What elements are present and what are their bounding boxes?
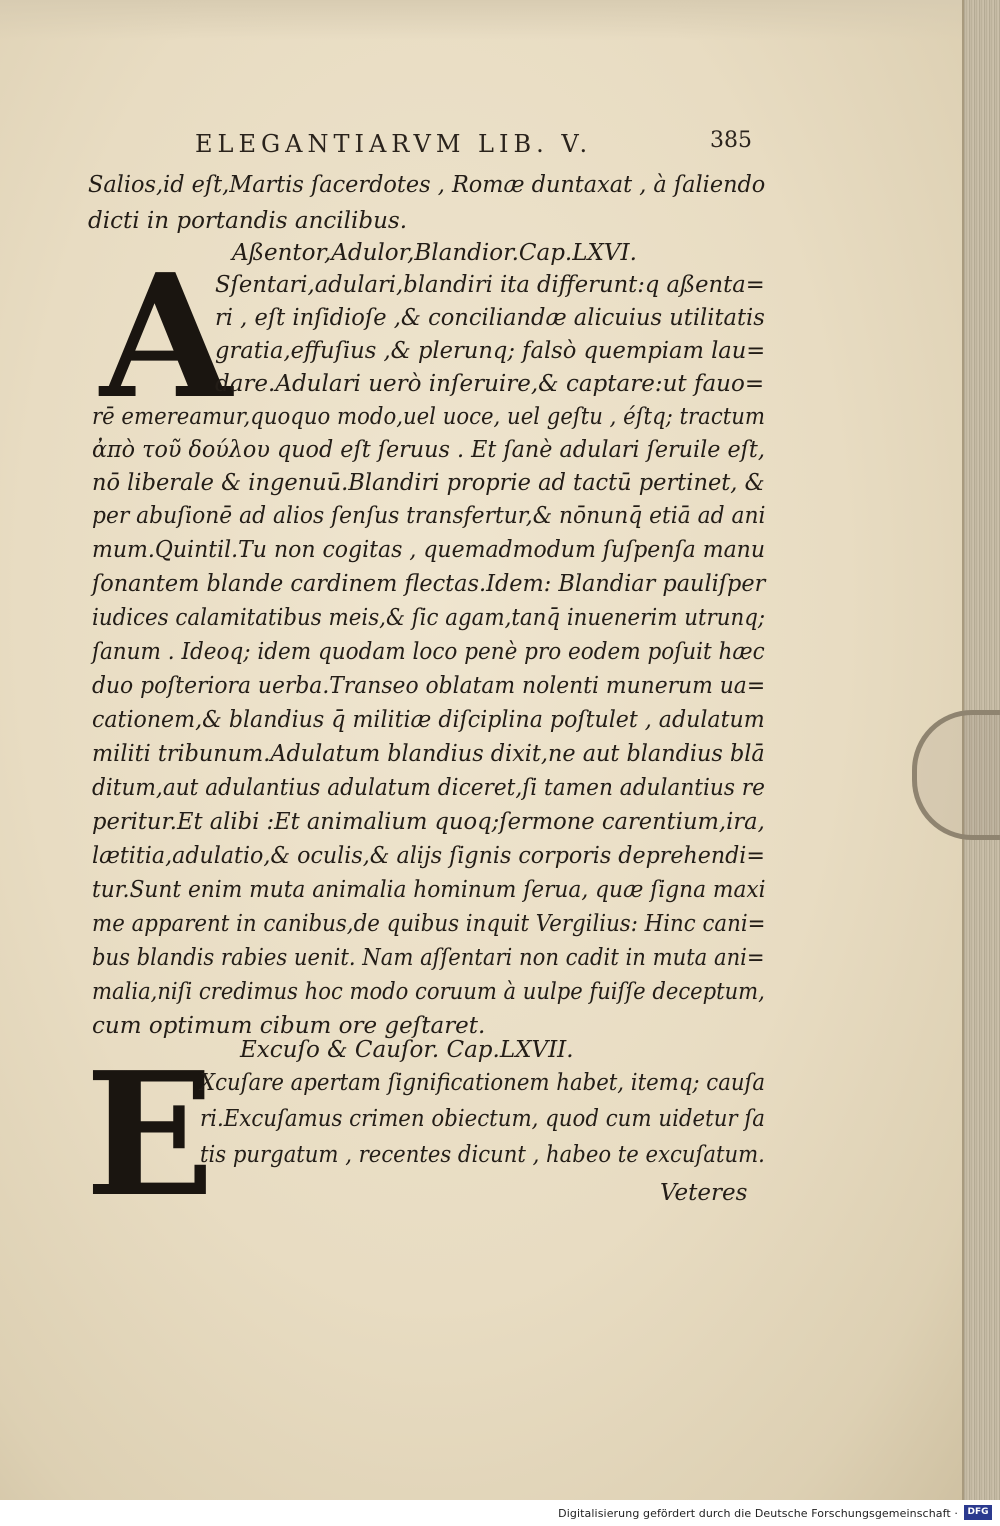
text-line: mum.Quintil.Tu non cogitas , quemadmodum ſuſpenſa manu: [92, 537, 766, 563]
text-line: iudices calamitatibus meis,& ſic agam,tanq̄ inuenerim utrunq;: [92, 605, 766, 631]
text-line: ri.Excuſamus crimen obiectum, quod cum uidetur ſa: [200, 1106, 765, 1132]
text-line: ditum,aut adulantius adulatum diceret,ſi tamen adulantius re: [92, 775, 765, 801]
text-line: dicti in portandis ancilibus.: [88, 208, 408, 234]
text-line: tur.Sunt enim muta animalia hominum ſerua, quæ ſigna maxi: [92, 877, 766, 903]
dropcap-letter: E: [85, 1035, 215, 1235]
text-line: gratia,effuſius ,& plerunq; falsò quempiam lau=: [215, 338, 766, 364]
catchword: Veteres: [660, 1180, 748, 1206]
text-line: Xcuſare apertam ſignificationem habet, itemq; cauſa: [200, 1070, 766, 1096]
text-line: per abuſionē ad alios ſenſus transfertur,& nōnunq̄ etiā ad ani: [92, 503, 766, 529]
text-line: cum optimum cibum ore geſtaret.: [92, 1013, 486, 1039]
text-line: cationem,& blandius q̄ militiæ diſciplina poſtulet , adulatum: [92, 707, 765, 733]
text-line: bus blandis rabies uenit. Nam aſſentari non cadit in muta ani=: [92, 945, 765, 971]
text-line: peritur.Et alibi :Et animalium quoq;ſermone carentium,ira,: [92, 809, 765, 835]
text-line: tis purgatum , recentes dicunt , habeo te excuſatum.: [200, 1142, 765, 1168]
running-title: ELEGANTIARVM LIB. V.: [195, 130, 593, 158]
text-line: ἀπὸ τοῦ δούλου quod eſt ſeruus . Et ſanè adulari ſeruile eſt,: [92, 437, 765, 463]
text-line: dare.Adulari uerò inſeruire,& captare:ut fauo=: [215, 371, 765, 397]
footer-bar: [0, 1500, 1000, 1526]
chapter-heading: Aßentor,Adulor,Blandior.Cap.LXVI.: [232, 240, 637, 266]
page-number: 385: [710, 128, 752, 153]
text-line: Sſentari,adulari,blandiri ita differunt:q aßenta=: [215, 272, 765, 298]
text-line: rē emereamur,quoquo modo,uel uoce, uel geſtu , éſtq; tractum: [92, 404, 766, 430]
chapter-heading: Excuſo & Cauſor. Cap.LXVII.: [240, 1037, 574, 1063]
text-line: ſanum . Ideoq; idem quodam loco penè pro eodem poſuit hæc: [92, 639, 765, 665]
text-line: me apparent in canibus,de quibus inquit Vergilius: Hinc cani=: [92, 911, 766, 937]
text-line: malia,niſi credimus hoc modo coruum à uulpe fuiſſe deceptum,: [92, 979, 765, 1005]
text-line: militi tribunum.Adulatum blandius dixit,ne aut blandius blā: [92, 741, 765, 767]
text-line: lætitia,adulatio,& oculis,& alijs ſignis corporis deprehendi=: [92, 843, 765, 869]
dfg-logo-icon: DFG: [964, 1505, 992, 1520]
text-line: duo poſteriora uerba.Transeo oblatam nolenti munerum ua=: [92, 673, 766, 699]
text-line: Salios,id eſt,Martis ſacerdotes , Romæ duntaxat , à ſaliendo: [88, 172, 766, 198]
dropcap-letter: A: [100, 237, 232, 437]
text-line: ri , eſt inſidioſe ,& conciliandæ alicuius utilitatis: [215, 305, 765, 331]
footer-credit: Digitalisierung gefördert durch die Deutsche Forschungsgemeinschaft ·: [558, 1507, 958, 1520]
text-line: nō liberale & ingenuū.Blandiri proprie ad tactū pertinet, &: [92, 470, 765, 496]
page-shadow: [0, 0, 962, 40]
text-line: ſonantem blande cardinem flectas.Idem: Blandiar pauliſper: [92, 571, 766, 597]
